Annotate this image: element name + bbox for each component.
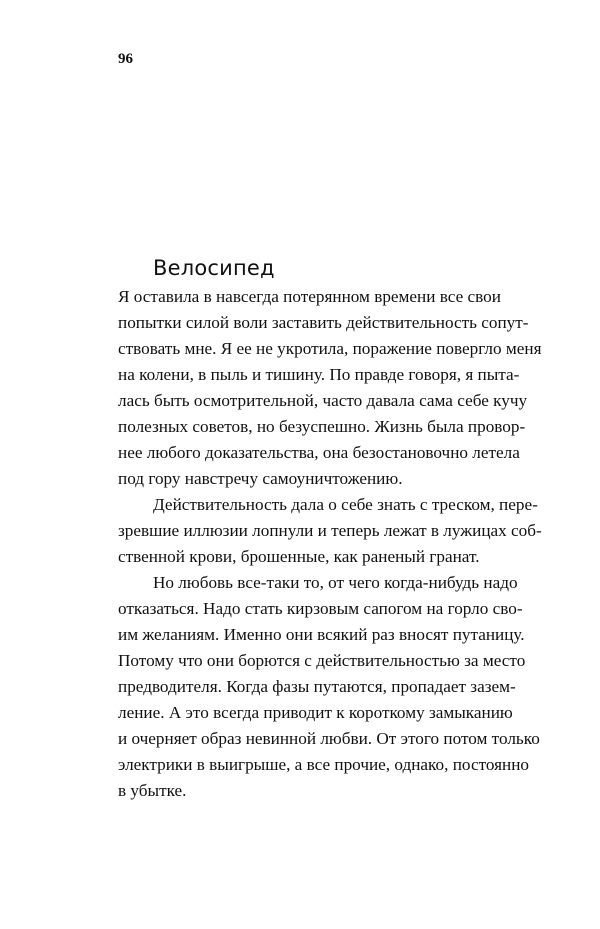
text-line: отказаться. Надо стать кирзовым сапогом на горло сво-: [118, 599, 523, 618]
page-number: 96: [118, 51, 133, 67]
paragraph: [118, 284, 542, 492]
text-line: Но любовь все-таки то, от чего когда-нибудь надо: [153, 573, 518, 592]
text-line: Я оставила в навсегда потерянном времени все свои: [118, 287, 501, 306]
text-line: предводителя. Когда фазы путаются, пропадает зазем-: [118, 677, 516, 696]
paragraph: [118, 492, 542, 570]
body-text: [118, 284, 542, 804]
text-line: электрики в выигрыше, а все прочие, однако, постоянно: [118, 755, 530, 774]
text-line: Потому что они борются с действительностью за место: [118, 651, 526, 670]
text-line: Действительность дала о себе знать с треском, пере-: [153, 495, 538, 514]
text-line: ление. А это всегда приводит к короткому замыканию: [118, 703, 513, 722]
text-line: зревшие иллюзии лопнули и теперь лежат в лужицах соб-: [118, 521, 542, 540]
text-line: ствовать мне. Я ее не укротила, поражение повергло меня: [118, 339, 542, 358]
text-line: ственной крови, брошенные, как раненый гранат.: [118, 547, 480, 566]
text-line: нее любого доказательства, она безостановочно летела: [118, 443, 520, 462]
text-line: лась быть осмотрительной, часто давала сама себе кучу: [118, 391, 528, 410]
text-line: им желаниям. Именно они всякий раз вносят путаницу.: [118, 625, 525, 644]
text-line: полезных советов, но безуспешно. Жизнь была провор-: [118, 417, 526, 436]
paragraph: [118, 570, 540, 804]
text-line: под гору навстречу самоуничтожению.: [118, 469, 403, 488]
text-line: попытки силой воли заставить действительность сопут-: [118, 313, 529, 332]
text-line: в убытке.: [118, 781, 187, 800]
text-line: и очерняет образ невинной любви. От этого потом только: [118, 729, 540, 748]
chapter-title: Велосипед: [153, 256, 275, 280]
text-line: на колени, в пыль и тишину. По правде говоря, я пыта-: [118, 365, 520, 384]
